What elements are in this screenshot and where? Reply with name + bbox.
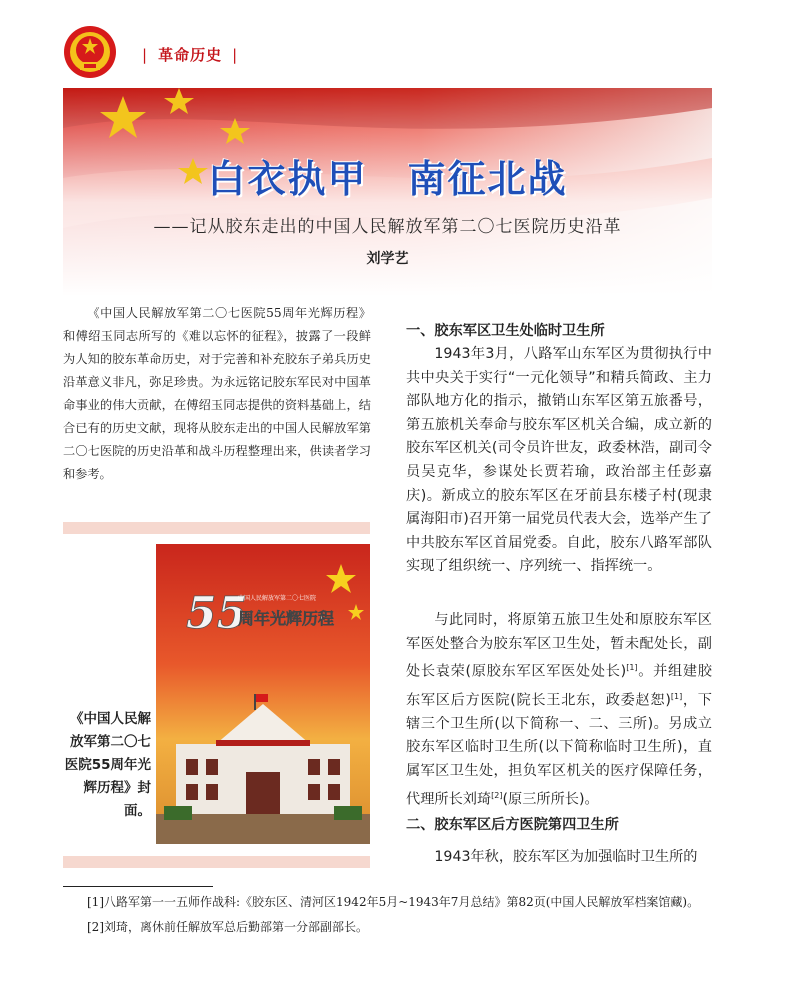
paragraph-2-part-a: 与此同时，将原第五旅卫生处和原胶东军区军医处整合为胶东军区卫生处，暂未配处长，副处长袁荣(原胶东军区军医处处长) [406,612,712,680]
footnote-2: [2]刘琦，离休前任解放军总后勤部第一分部副部长。 [87,920,369,934]
cover-number: 55 [186,588,248,639]
footnotes [63,892,713,942]
decorative-band-top [63,522,370,534]
section-header [132,44,248,65]
body-paragraph-2 [406,609,712,812]
title-banner [63,88,712,296]
section-heading-2: 二、胶东军区后方医院第四卫生所 [406,817,619,833]
paragraph-2-part-c: ，下辖三个卫生所(以下简称一、二、三所)。另成立胶东军区临时卫生所(以下简称临时卫生所)，直属军区卫生处，担负军区机关的医疗保障任务，代理所长刘琦 [406,692,712,808]
cover-small-text: 中国人民解放军第二〇七医院 [238,595,317,602]
image-caption: 《中国人民解放军第二〇七医院55周年光辉历程》封面。 [64,711,151,819]
article-subtitle: ——记从胶东走出的中国人民解放军第二〇七医院历史沿革 [153,217,622,237]
book-cover-illustration [156,544,370,844]
paragraph-2-part-d: (原三所所长)。 [502,791,599,808]
pipe-right: | [232,46,239,64]
decorative-band-bottom [63,856,370,868]
book-cover-image [156,544,370,844]
pipe-left: | [142,46,149,64]
author-name: 刘学艺 [366,251,409,267]
party-emblem-icon [62,24,118,80]
intro-paragraph: 《中国人民解放军第二〇七医院55周年光辉历程》和傅绍玉同志所写的《难以忘怀的征程》，披露了一段鲜为人知的胶东革命历史，对于完善和补充胶东子弟兵历史沿革意义非凡，弥足珍贵。为永远铭记胶东军民对中国革命事业的伟大贡献，在傅绍玉同志提供的资料基础上，结合已有的历史文献，现将从胶东走出的中国人民解放军第二〇七医院的历史沿革和战斗历程整理出来，供读者学习和参考。 [63,306,371,481]
article-title: 白衣执甲 南征北战 [207,157,568,201]
section-heading-1: 一、胶东军区卫生处临时卫生所 [406,323,605,339]
footnote-1: [1]八路军第一一五师作战科:《胶东区、清河区1942年5月~1943年7月总结》第82页(中国人民解放军档案馆藏)。 [87,895,700,909]
footnote-ref-1b: [1] [670,691,683,701]
footnote-divider [63,886,213,887]
footnote-ref-1: [1] [626,663,638,673]
section-title: 革命历史 [158,46,223,64]
body-paragraph-1: 1943年3月，八路军山东军区为贯彻执行中共中央关于实行“一元化领导”和精兵简政、主力部队地方化的指示，撤销山东军区第五旅番号，第五旅机关奉命与胶东军区机关合编，成立新的胶东军区机关(司令员许世友，政委林浩，副司令员吴克华，参谋处长贾若瑜，政治部主任彭嘉庆)。新成立的胶东军区在牙前县东楼子村(现隶属海阳市)召开第一届党员代表大会，选举产生了中共胶东军区首届党委。自此，胶东八路军部队实现了组织统一、序列统一、指挥统一。 [406,346,712,575]
paragraph-2-part-b: 。并组建胶东军区后方医院(院长王北东，政委赵恕) [406,663,712,709]
body-paragraph-3: 1943年秋，胶东军区为加强临时卫生所的 [434,849,698,865]
cover-title-text: 周年光辉历程 [238,609,335,628]
footnote-ref-2: [2] [491,790,503,800]
